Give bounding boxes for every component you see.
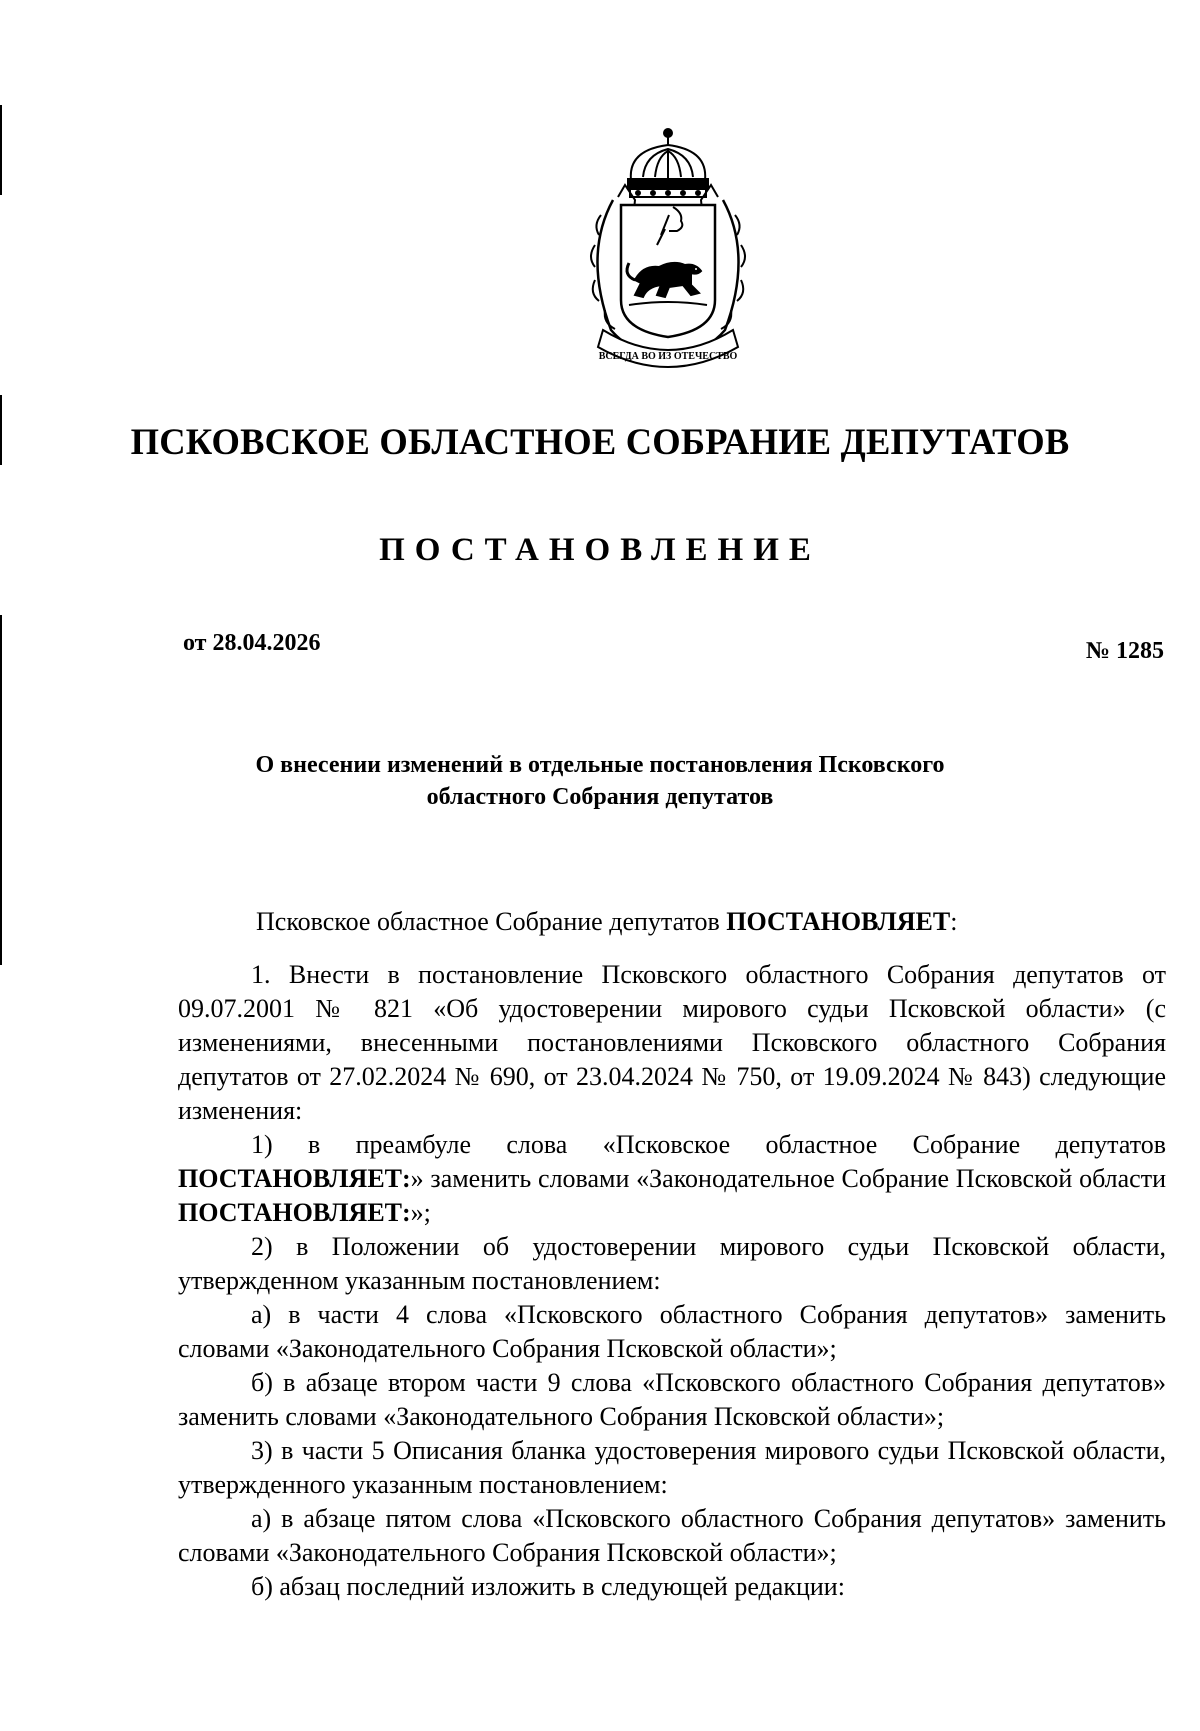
preamble-tail: : <box>950 907 958 936</box>
document-body <box>178 958 1166 1604</box>
subject-line: областного Собрания депутатов <box>426 784 774 810</box>
document-type-title: ПОСТАНОВЛЕНИЕ <box>379 532 821 568</box>
paragraph-subitem-2b: б) в абзаце втором части 9 слова «Псковского областного Собрания депутатов» заменить словами «Законодательного Собрания Псковской области»; <box>178 1368 1166 1431</box>
svg-text:ВСЕГДА ВО ИЗ ОТЕЧЕСТВО: ВСЕГДА ВО ИЗ ОТЕЧЕСТВО <box>598 351 738 362</box>
document-date: от 28.04.2026 <box>183 630 321 656</box>
paragraph-item-1: 1. Внести в постановление Псковского областного Собрания депутатов от 09.07.2001 № 821 «Об удостоверении мирового судьи Псковской области» (с изменениями, внесенными постановлениями Псковского областного Собрания депутатов от 27.02.2024 № 690, от 23.04.2024 № 750, от 19.09.2024 № 843) следующие изменения: <box>178 960 1166 1125</box>
paragraph-subitem-1 <box>178 1128 1166 1230</box>
paragraph-bold: ПОСТАНОВЛЯЕТ: <box>178 1164 411 1193</box>
paragraph-text: »; <box>410 1198 431 1227</box>
paragraph-text: 1) в преамбуле слова «Псковское областное Собрание депутатов <box>251 1130 1166 1159</box>
preamble <box>256 905 957 939</box>
organization-title: ПСКОВСКОЕ ОБЛАСТНОЕ СОБРАНИЕ ДЕПУТАТОВ <box>130 421 1070 462</box>
document-subject <box>0 749 1200 813</box>
paragraph-subitem-3a: а) в абзаце пятом слова «Псковского областного Собрания депутатов» заменить словами «Законодательного Собрания Псковской области»; <box>178 1504 1166 1567</box>
paragraph-subitem-3: 3) в части 5 Описания бланка удостоверения мирового судьи Псковской области, утвержденного указанным постановлением: <box>178 1436 1166 1499</box>
pskov-coat-of-arms-icon <box>573 125 763 385</box>
paragraph-subitem-2a: а) в части 4 слова «Псковского областного Собрания депутатов» заменить словами «Законодательного Собрания Псковской области»; <box>178 1300 1166 1363</box>
paragraph-text: » заменить словами «Законодательное Собрание Псковской области <box>410 1164 1166 1193</box>
preamble-text: Псковское областное Собрание депутатов <box>256 907 727 936</box>
subject-line: О внесении изменений в отдельные постановления Псковского <box>255 752 945 778</box>
crown-icon <box>628 129 708 197</box>
scan-edge-mark <box>0 105 2 195</box>
preamble-bold: ПОСТАНОВЛЯЕТ <box>726 907 951 936</box>
document-number: № 1285 <box>1085 638 1164 664</box>
paragraph-subitem-3b: б) абзац последний изложить в следующей редакции: <box>251 1572 845 1601</box>
paragraph-bold: ПОСТАНОВЛЯЕТ: <box>178 1198 411 1227</box>
paragraph-subitem-2: 2) в Положении об удостоверении мирового судьи Псковской области, утвержденном указанным постановлением: <box>178 1232 1166 1295</box>
